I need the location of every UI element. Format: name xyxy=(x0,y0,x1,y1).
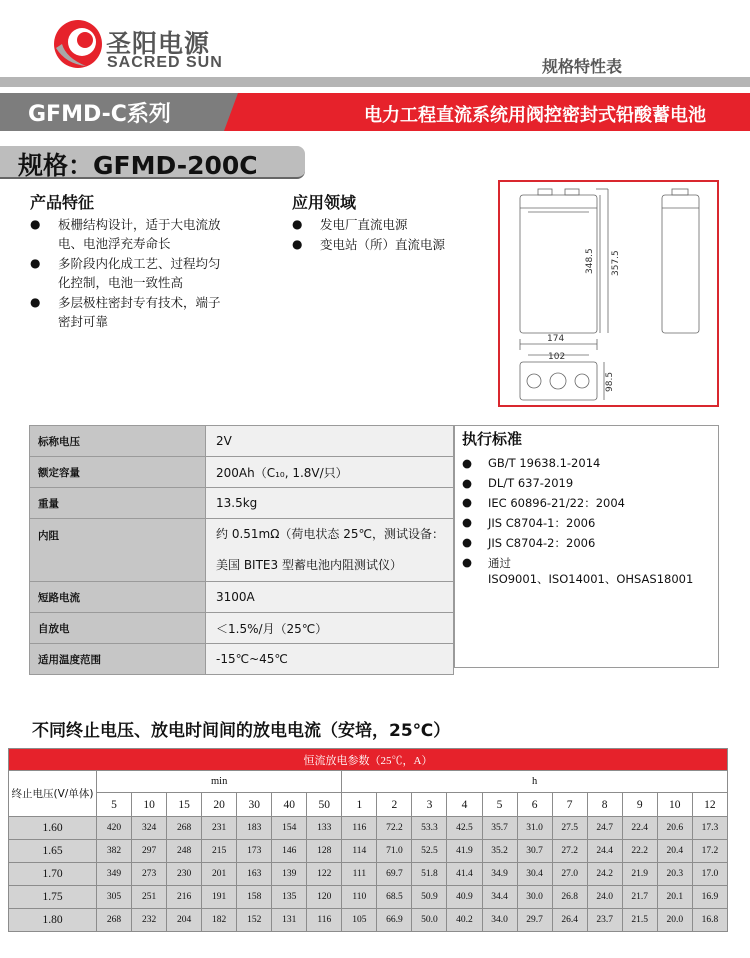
current-cell: 68.5 xyxy=(377,886,412,909)
current-cell: 273 xyxy=(132,863,167,886)
current-cell: 182 xyxy=(202,909,237,932)
current-cell: 116 xyxy=(307,909,342,932)
brand-name-cn: 圣阳电源 xyxy=(106,29,211,58)
current-cell: 30.7 xyxy=(517,840,552,863)
header-divider xyxy=(0,77,750,87)
current-cell: 251 xyxy=(132,886,167,909)
discharge-table xyxy=(8,748,728,932)
application-item: ● 变电站（所）直流电源 xyxy=(292,237,446,252)
current-cell: 173 xyxy=(237,840,272,863)
dim-length-label: 174 xyxy=(547,334,565,344)
voltage-cell: 1.60 xyxy=(9,817,97,840)
param-key: 额定容量 xyxy=(30,457,206,488)
current-cell: 52.5 xyxy=(412,840,447,863)
table-row xyxy=(30,457,454,488)
h-header: h xyxy=(342,771,728,793)
table-row xyxy=(9,863,728,886)
current-cell: 22.4 xyxy=(622,817,657,840)
col-header-h: 5 xyxy=(482,793,517,817)
voltage-cell: 1.75 xyxy=(9,886,97,909)
current-cell: 22.2 xyxy=(622,840,657,863)
current-cell: 114 xyxy=(342,840,377,863)
dim-height-label: 348.5 xyxy=(585,248,595,274)
current-cell: 163 xyxy=(237,863,272,886)
current-cell: 40.9 xyxy=(447,886,482,909)
current-cell: 30.4 xyxy=(517,863,552,886)
col-header-h: 9 xyxy=(622,793,657,817)
current-cell: 349 xyxy=(97,863,132,886)
param-value: -15℃~45℃ xyxy=(206,644,454,675)
current-cell: 27.0 xyxy=(552,863,587,886)
param-key: 适用温度范围 xyxy=(30,644,206,675)
current-cell: 158 xyxy=(237,886,272,909)
current-cell: 31.0 xyxy=(517,817,552,840)
param-value: 3100A xyxy=(206,582,454,613)
current-cell: 122 xyxy=(307,863,342,886)
current-cell: 152 xyxy=(237,909,272,932)
document-type: 规格特性表 xyxy=(542,57,623,76)
param-value: 200Ah（C₁₀, 1.8V/只） xyxy=(206,457,454,488)
col-header-min: 20 xyxy=(202,793,237,817)
params-table xyxy=(29,425,454,675)
dim-width-label: 98.5 xyxy=(605,371,615,392)
battery-outline-icon xyxy=(500,182,717,405)
param-value: 约 0.51mΩ（荷电状态 25℃，测试设备： 美国 BITE3 型蓄电池内阻测试仪） xyxy=(206,519,454,582)
col-header-min: 40 xyxy=(272,793,307,817)
col-header-h: 2 xyxy=(377,793,412,817)
current-cell: 66.9 xyxy=(377,909,412,932)
current-cell: 17.0 xyxy=(692,863,727,886)
current-cell: 191 xyxy=(202,886,237,909)
current-cell: 41.9 xyxy=(447,840,482,863)
table-row xyxy=(30,582,454,613)
current-cell: 420 xyxy=(97,817,132,840)
current-cell: 268 xyxy=(97,909,132,932)
current-cell: 27.5 xyxy=(552,817,587,840)
current-cell: 20.6 xyxy=(657,817,692,840)
current-cell: 21.7 xyxy=(622,886,657,909)
features-title: 产品特征 xyxy=(30,193,95,212)
current-cell: 128 xyxy=(307,840,342,863)
current-cell: 201 xyxy=(202,863,237,886)
current-cell: 35.2 xyxy=(482,840,517,863)
table-row xyxy=(30,426,454,457)
col-header-min: 15 xyxy=(167,793,202,817)
dimension-drawing xyxy=(498,180,719,407)
table-row xyxy=(30,613,454,644)
current-cell: 24.2 xyxy=(587,863,622,886)
product-subtitle: 电力工程直流系统用阀控密封式铅酸蓄电池 xyxy=(364,105,706,126)
col-header-min: 10 xyxy=(132,793,167,817)
current-cell: 21.9 xyxy=(622,863,657,886)
current-cell: 42.5 xyxy=(447,817,482,840)
current-cell: 110 xyxy=(342,886,377,909)
feature-item: ● 多层极柱密封专有技术，端子 密封可靠 xyxy=(30,295,221,329)
current-cell: 35.7 xyxy=(482,817,517,840)
voltage-cell: 1.70 xyxy=(9,863,97,886)
col-header-h: 1 xyxy=(342,793,377,817)
col-header-h: 10 xyxy=(657,793,692,817)
col-header-min: 5 xyxy=(97,793,132,817)
current-cell: 69.7 xyxy=(377,863,412,886)
col-header-min: 50 xyxy=(307,793,342,817)
current-cell: 24.0 xyxy=(587,886,622,909)
current-cell: 30.0 xyxy=(517,886,552,909)
current-cell: 154 xyxy=(272,817,307,840)
current-cell: 232 xyxy=(132,909,167,932)
current-cell: 135 xyxy=(272,886,307,909)
current-cell: 133 xyxy=(307,817,342,840)
current-cell: 120 xyxy=(307,886,342,909)
current-cell: 183 xyxy=(237,817,272,840)
discharge-table-title: 不同终止电压、放电时间间的放电电流（安培，25℃） xyxy=(32,721,451,741)
current-cell: 34.0 xyxy=(482,909,517,932)
brand-name-en: SACRED SUN xyxy=(107,54,223,71)
current-cell: 248 xyxy=(167,840,202,863)
col-header-h: 4 xyxy=(447,793,482,817)
column-header-row xyxy=(9,793,728,817)
param-key: 内阻 xyxy=(30,519,206,582)
current-cell: 53.3 xyxy=(412,817,447,840)
current-cell: 116 xyxy=(342,817,377,840)
applications-title: 应用领域 xyxy=(292,193,357,212)
application-item: ● 发电厂直流电源 xyxy=(292,217,408,232)
param-key: 短路电流 xyxy=(30,582,206,613)
current-cell: 16.9 xyxy=(692,886,727,909)
current-cell: 268 xyxy=(167,817,202,840)
dim-pitch-label: 102 xyxy=(548,352,566,362)
series-title: GFMD-C系列 xyxy=(28,102,171,127)
param-value: 13.5kg xyxy=(206,488,454,519)
table-row xyxy=(9,817,728,840)
param-key: 重量 xyxy=(30,488,206,519)
standard-item: ● 通过 ISO9001、ISO14001、OHSAS18001 xyxy=(462,555,694,586)
feature-item: ● 多阶段内化成工艺、过程均匀 化控制，电池一致性高 xyxy=(30,256,221,290)
current-cell: 34.4 xyxy=(482,886,517,909)
current-cell: 131 xyxy=(272,909,307,932)
current-cell: 215 xyxy=(202,840,237,863)
standard-item: ● JIS C8704-2：2006 xyxy=(462,535,596,550)
current-cell: 40.2 xyxy=(447,909,482,932)
feature-item: ● 板栅结构设计，适于大电流放 电、电池浮充寿命长 xyxy=(30,217,221,251)
param-value: 2V xyxy=(206,426,454,457)
current-cell: 230 xyxy=(167,863,202,886)
table-row xyxy=(9,886,728,909)
table-row xyxy=(9,840,728,863)
current-cell: 71.0 xyxy=(377,840,412,863)
current-cell: 34.9 xyxy=(482,863,517,886)
current-cell: 146 xyxy=(272,840,307,863)
table-row xyxy=(30,644,454,675)
dim-total-height-label: 357.5 xyxy=(611,250,621,276)
col-header-h: 8 xyxy=(587,793,622,817)
current-cell: 297 xyxy=(132,840,167,863)
col-header-h: 6 xyxy=(517,793,552,817)
standard-item: ● DL/T 637-2019 xyxy=(462,476,574,490)
current-cell: 50.9 xyxy=(412,886,447,909)
current-cell: 20.4 xyxy=(657,840,692,863)
current-cell: 204 xyxy=(167,909,202,932)
current-cell: 23.7 xyxy=(587,909,622,932)
current-cell: 111 xyxy=(342,863,377,886)
col-header-h: 7 xyxy=(552,793,587,817)
current-cell: 305 xyxy=(97,886,132,909)
current-cell: 27.2 xyxy=(552,840,587,863)
current-cell: 26.8 xyxy=(552,886,587,909)
param-key: 自放电 xyxy=(30,613,206,644)
col-header-min: 30 xyxy=(237,793,272,817)
current-cell: 24.7 xyxy=(587,817,622,840)
current-cell: 24.4 xyxy=(587,840,622,863)
current-cell: 16.8 xyxy=(692,909,727,932)
current-cell: 20.0 xyxy=(657,909,692,932)
row-header: 终止电压(V/单体) xyxy=(9,771,97,817)
current-cell: 139 xyxy=(272,863,307,886)
standard-item: ● IEC 60896-21/22：2004 xyxy=(462,495,625,510)
current-cell: 20.1 xyxy=(657,886,692,909)
current-cell: 231 xyxy=(202,817,237,840)
standard-item: ● GB/T 19638.1-2014 xyxy=(462,456,601,470)
current-cell: 20.3 xyxy=(657,863,692,886)
spec-title: 规格：GFMD-200C xyxy=(18,151,258,180)
current-cell: 216 xyxy=(167,886,202,909)
col-header-h: 3 xyxy=(412,793,447,817)
current-cell: 72.2 xyxy=(377,817,412,840)
table-banner: 恒流放电参数（25℃，A） xyxy=(9,749,728,771)
current-cell: 26.4 xyxy=(552,909,587,932)
voltage-cell: 1.80 xyxy=(9,909,97,932)
brand-logo-icon xyxy=(52,18,104,70)
param-value: ＜1.5%/月（25℃） xyxy=(206,613,454,644)
current-cell: 17.2 xyxy=(692,840,727,863)
col-header-h: 12 xyxy=(692,793,727,817)
voltage-cell: 1.65 xyxy=(9,840,97,863)
current-cell: 50.0 xyxy=(412,909,447,932)
current-cell: 324 xyxy=(132,817,167,840)
current-cell: 29.7 xyxy=(517,909,552,932)
current-cell: 51.8 xyxy=(412,863,447,886)
table-row xyxy=(9,909,728,932)
standard-item: ● JIS C8704-1：2006 xyxy=(462,515,596,530)
current-cell: 21.5 xyxy=(622,909,657,932)
current-cell: 382 xyxy=(97,840,132,863)
current-cell: 17.3 xyxy=(692,817,727,840)
table-row xyxy=(30,488,454,519)
current-cell: 105 xyxy=(342,909,377,932)
min-header: min xyxy=(97,771,342,793)
table-row xyxy=(30,519,454,582)
current-cell: 41.4 xyxy=(447,863,482,886)
standards-title: 执行标准 xyxy=(462,430,523,448)
param-key: 标称电压 xyxy=(30,426,206,457)
